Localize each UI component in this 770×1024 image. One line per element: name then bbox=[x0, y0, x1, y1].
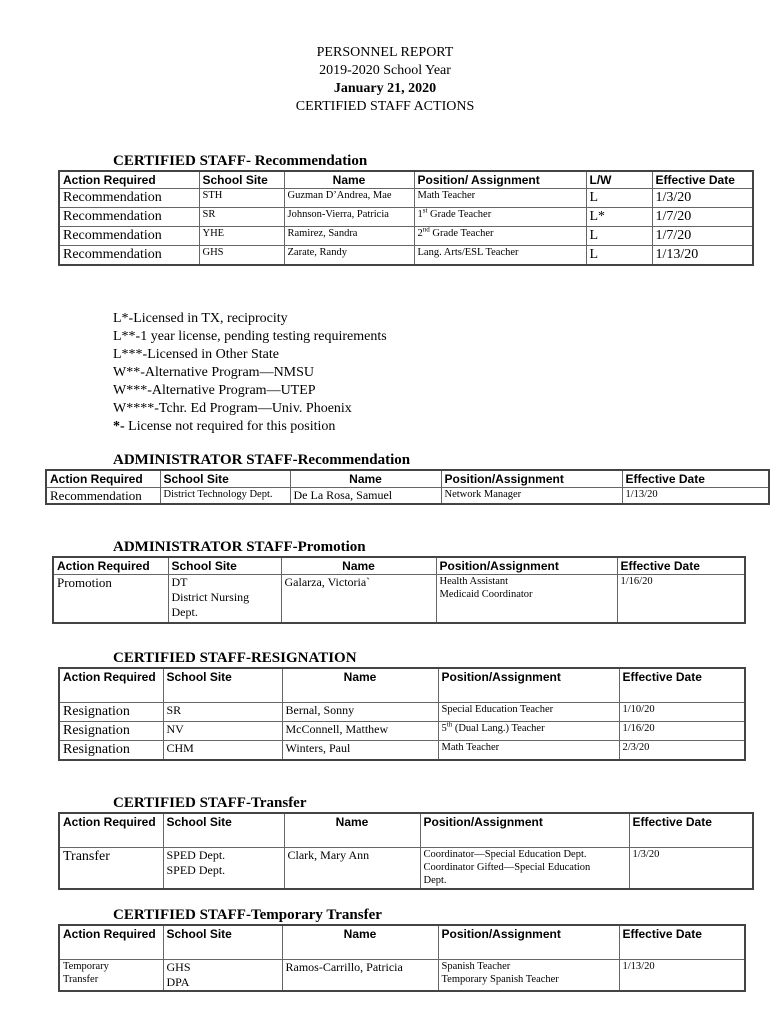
table-row bbox=[59, 227, 753, 246]
site-cell: YHE bbox=[199, 227, 284, 246]
col-header: Position/Assignment bbox=[420, 813, 629, 847]
position-cell: Special Education Teacher bbox=[438, 702, 619, 721]
name-cell: Johnson-Vierra, Patricia bbox=[284, 208, 414, 227]
col-header: Effective Date bbox=[619, 668, 745, 702]
position-cell: Health Assistant Medicaid Coordinator bbox=[436, 575, 617, 623]
col-header: Action Required bbox=[59, 813, 163, 847]
name-cell: De La Rosa, Samuel bbox=[290, 488, 441, 505]
col-header: Position/Assignment bbox=[438, 668, 619, 702]
table-row bbox=[59, 847, 753, 889]
col-header: Effective Date bbox=[617, 557, 745, 575]
col-header: Name bbox=[290, 470, 441, 488]
name-cell: Clark, Mary Ann bbox=[284, 847, 420, 889]
date-cell: 1/7/20 bbox=[652, 208, 753, 227]
table-row bbox=[46, 488, 769, 505]
site-cell: SR bbox=[199, 208, 284, 227]
date-cell: 2/3/20 bbox=[619, 740, 745, 760]
date-cell: 1/13/20 bbox=[622, 488, 769, 505]
note-line: W***-Alternative Program—UTEP bbox=[113, 383, 316, 398]
date-cell: 1/13/20 bbox=[619, 959, 745, 991]
note-line: L*-Licensed in TX, reciprocity bbox=[113, 311, 288, 326]
action-cell: Promotion bbox=[53, 575, 168, 623]
date-cell: 1/7/20 bbox=[652, 227, 753, 246]
date-cell: 1/16/20 bbox=[619, 721, 745, 740]
col-header: Name bbox=[282, 668, 438, 702]
table-header-row bbox=[59, 813, 753, 847]
col-header: L/W bbox=[586, 171, 652, 189]
table-header-row bbox=[46, 470, 769, 488]
position-cell: Math Teacher bbox=[414, 189, 586, 208]
lw-cell: L* bbox=[586, 208, 652, 227]
name-cell: McConnell, Matthew bbox=[282, 721, 438, 740]
position-cell: 1st Grade Teacher bbox=[414, 208, 586, 227]
table-row bbox=[59, 208, 753, 227]
license-notes bbox=[113, 310, 387, 436]
site-cell: CHM bbox=[163, 740, 282, 760]
note-line: W****-Tchr. Ed Program—Univ. Phoenix bbox=[113, 401, 352, 416]
position-cell: Spanish Teacher Temporary Spanish Teacher bbox=[438, 959, 619, 991]
col-header: School Site bbox=[163, 813, 284, 847]
table-row bbox=[59, 740, 745, 760]
note-line: W**-Alternative Program—NMSU bbox=[113, 365, 315, 380]
lw-cell: L bbox=[586, 246, 652, 266]
report-subtitle: CERTIFIED STAFF ACTIONS bbox=[295, 99, 475, 114]
table-row bbox=[59, 189, 753, 208]
col-header: Action Required bbox=[59, 668, 163, 702]
col-header: Name bbox=[284, 813, 420, 847]
action-cell: Recommendation bbox=[59, 246, 199, 266]
table-row bbox=[59, 959, 745, 991]
site-cell: DT District Nursing Dept. bbox=[168, 575, 281, 623]
action-cell: Recommendation bbox=[59, 189, 199, 208]
name-cell: Winters, Paul bbox=[282, 740, 438, 760]
note-line: L***-Licensed in Other State bbox=[113, 347, 280, 362]
cert-rec-table bbox=[58, 170, 754, 266]
col-header: Position/ Assignment bbox=[414, 171, 586, 189]
position-cell: 5th (Dual Lang.) Teacher bbox=[438, 721, 619, 740]
action-cell: Temporary Transfer bbox=[59, 959, 163, 991]
name-cell: Ramos-Carrillo, Patricia bbox=[282, 959, 438, 991]
date-cell: 1/3/20 bbox=[629, 847, 753, 889]
date-cell: 1/16/20 bbox=[617, 575, 745, 623]
resign-title: CERTIFIED STAFF-RESIGNATION bbox=[113, 650, 357, 666]
position-cell: Network Manager bbox=[441, 488, 622, 505]
site-cell: SR bbox=[163, 702, 282, 721]
site-cell: SPED Dept. SPED Dept. bbox=[163, 847, 284, 889]
position-cell: Coordinator—Special Education Dept. Coordinator Gifted—Special Education Dept. bbox=[420, 847, 629, 889]
school-year: 2019-2020 School Year bbox=[319, 63, 451, 78]
admin-promo-title: ADMINISTRATOR STAFF-Promotion bbox=[113, 539, 366, 555]
action-cell: Recommendation bbox=[46, 488, 160, 505]
position-cell: Lang. Arts/ESL Teacher bbox=[414, 246, 586, 266]
transfer-title: CERTIFIED STAFF-Transfer bbox=[113, 795, 307, 811]
name-cell: Galarza, Victoria` bbox=[281, 575, 436, 623]
col-header: School Site bbox=[168, 557, 281, 575]
date-cell: 1/13/20 bbox=[652, 246, 753, 266]
col-header: Position/Assignment bbox=[436, 557, 617, 575]
table-row bbox=[53, 575, 745, 623]
col-header: Effective Date bbox=[622, 470, 769, 488]
report-date: January 21, 2020 bbox=[333, 81, 437, 96]
site-cell: District Technology Dept. bbox=[160, 488, 290, 505]
table-row bbox=[59, 702, 745, 721]
table-row bbox=[59, 721, 745, 740]
col-header: Name bbox=[282, 925, 438, 959]
admin-rec-title: ADMINISTRATOR STAFF-Recommendation bbox=[113, 452, 411, 468]
name-cell: Ramirez, Sandra bbox=[284, 227, 414, 246]
cert-rec-title: CERTIFIED STAFF- Recommendation bbox=[113, 153, 368, 169]
col-header: Effective Date bbox=[619, 925, 745, 959]
date-cell: 1/3/20 bbox=[652, 189, 753, 208]
action-cell: Resignation bbox=[59, 721, 163, 740]
date-cell: 1/10/20 bbox=[619, 702, 745, 721]
admin-promo-table bbox=[52, 556, 746, 624]
table-header-row bbox=[59, 668, 745, 702]
resign-table bbox=[58, 667, 746, 761]
site-cell: GHS DPA bbox=[163, 959, 282, 991]
col-header: Action Required bbox=[59, 171, 199, 189]
action-cell: Transfer bbox=[59, 847, 163, 889]
admin-rec-table bbox=[45, 469, 770, 505]
site-cell: GHS bbox=[199, 246, 284, 266]
col-header: Action Required bbox=[46, 470, 160, 488]
action-cell: Recommendation bbox=[59, 208, 199, 227]
col-header: Action Required bbox=[53, 557, 168, 575]
col-header: Name bbox=[281, 557, 436, 575]
col-header: Action Required bbox=[59, 925, 163, 959]
col-header: Effective Date bbox=[629, 813, 753, 847]
site-cell: STH bbox=[199, 189, 284, 208]
action-cell: Recommendation bbox=[59, 227, 199, 246]
note-line: *- License not required for this position bbox=[113, 419, 336, 434]
report-header bbox=[0, 44, 770, 116]
col-header: School Site bbox=[160, 470, 290, 488]
lw-cell: L bbox=[586, 227, 652, 246]
col-header: School Site bbox=[163, 668, 282, 702]
temp-title: CERTIFIED STAFF-Temporary Transfer bbox=[113, 907, 382, 923]
table-header-row bbox=[59, 171, 753, 189]
table-header-row bbox=[53, 557, 745, 575]
transfer-table bbox=[58, 812, 754, 890]
action-cell: Resignation bbox=[59, 702, 163, 721]
action-cell: Resignation bbox=[59, 740, 163, 760]
col-header: Effective Date bbox=[652, 171, 753, 189]
col-header: Name bbox=[284, 171, 414, 189]
temp-table bbox=[58, 924, 746, 992]
col-header: School Site bbox=[163, 925, 282, 959]
report-title: PERSONNEL REPORT bbox=[316, 45, 454, 60]
col-header: School Site bbox=[199, 171, 284, 189]
col-header: Position/Assignment bbox=[441, 470, 622, 488]
table-header-row bbox=[59, 925, 745, 959]
position-cell: Math Teacher bbox=[438, 740, 619, 760]
name-cell: Zarate, Randy bbox=[284, 246, 414, 266]
site-cell: NV bbox=[163, 721, 282, 740]
name-cell: Guzman D’Andrea, Mae bbox=[284, 189, 414, 208]
position-cell: 2nd Grade Teacher bbox=[414, 227, 586, 246]
table-row bbox=[59, 246, 753, 266]
name-cell: Bernal, Sonny bbox=[282, 702, 438, 721]
lw-cell: L bbox=[586, 189, 652, 208]
col-header: Position/Assignment bbox=[438, 925, 619, 959]
note-line: L**-1 year license, pending testing requirements bbox=[113, 329, 387, 344]
